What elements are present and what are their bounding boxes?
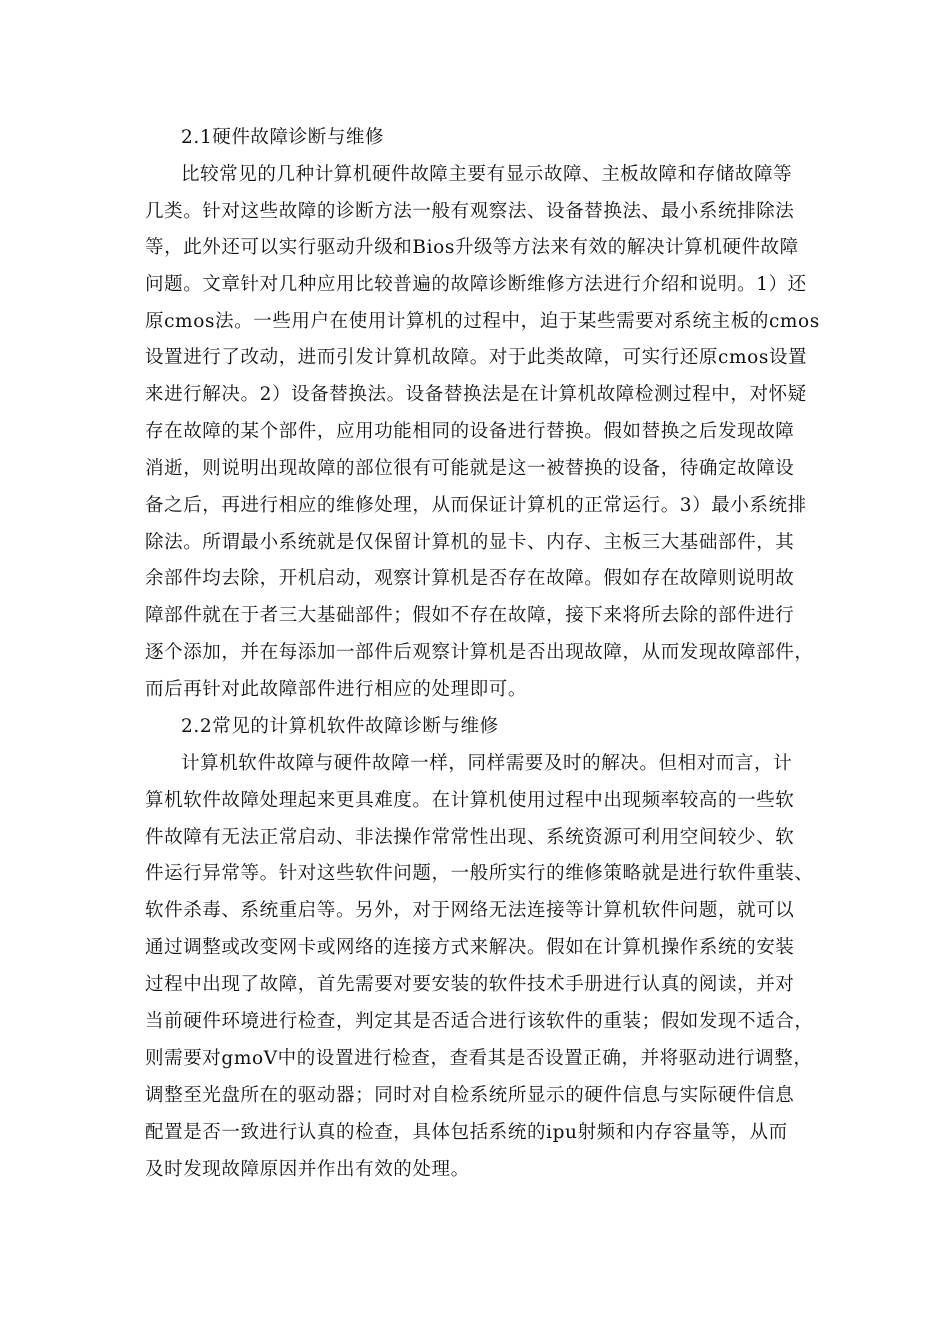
section-heading: 2.1硬件故障诊断与维修 bbox=[181, 127, 385, 148]
paragraph-line: 则需要对gmoV中的设置进行检查，查看其是否设置正确，并将驱动进行调整， bbox=[145, 1048, 813, 1069]
paragraph-line: 原cmos法。一些用户在使用计算机的过程中，迫于某些需要对系统主板的cmos bbox=[145, 311, 820, 332]
paragraph-line: 设置进行了改动，进而引发计算机故障。对于此类故障，可实行还原cmos设置 bbox=[145, 347, 808, 368]
paragraph-line: 除法。所谓最小系统就是仅保留计算机的显卡、内存、主板三大基础部件，其 bbox=[145, 532, 795, 553]
paragraph-line: 比较常见的几种计算机硬件故障主要有显示故障、主板故障和存储故障等 bbox=[181, 164, 793, 185]
paragraph-line: 来进行解决。2）设备替换法。设备替换法是在计算机故障检测过程中，对怀疑 bbox=[145, 384, 807, 405]
paragraph-line: 当前硬件环境进行检查，判定其是否适合进行该软件的重装；假如发现不适合， bbox=[145, 1011, 814, 1032]
paragraph-line: 算机软件故障处理起来更具难度。在计算机使用过程中出现频率较高的一些软 bbox=[145, 790, 795, 811]
paragraph-line: 逐个添加，并在每添加一部件后观察计算机是否出现故障，从而发现故障部件， bbox=[145, 642, 814, 663]
paragraph-line: 消逝，则说明出现故障的部位很有可能就是这一被替换的设备，待确定故障设 bbox=[145, 458, 795, 479]
paragraph-line: 件故障有无法正常启动、非法操作常常性出现、系统资源可利用空间较少、软 bbox=[145, 827, 795, 848]
paragraph-line: 存在故障的某个部件，应用功能相同的设备进行替换。假如替换之后发现故障 bbox=[145, 421, 795, 442]
paragraph-line: 及时发现故障原因并作出有效的处理。 bbox=[145, 1159, 470, 1180]
section-heading: 2.2常见的计算机软件故障诊断与维修 bbox=[181, 716, 499, 737]
paragraph-line: 等，此外还可以实行驱动升级和Bios升级等方法来有效的解决计算机硬件故障 bbox=[145, 237, 799, 258]
paragraph-line: 调整至光盘所在的驱动器；同时对自检系统所显示的硬件信息与实际硬件信息 bbox=[145, 1085, 795, 1106]
paragraph-line: 备之后，再进行相应的维修处理，从而保证计算机的正常运行。3）最小系统排 bbox=[145, 495, 807, 516]
paragraph-line: 配置是否一致进行认真的检查，具体包括系统的ipu射频和内存容量等，从而 bbox=[145, 1122, 788, 1143]
paragraph-line: 件运行异常等。针对这些软件问题，一般所实行的维修策略就是进行软件重装、 bbox=[145, 863, 814, 884]
paragraph-line: 过程中出现了故障，首先需要对要安装的软件技术手册进行认真的阅读，并对 bbox=[145, 974, 795, 995]
paragraph-line: 余部件均去除，开机启动，观察计算机是否存在故障。假如存在故障则说明故 bbox=[145, 568, 795, 589]
paragraph-line: 而后再针对此故障部件进行相应的处理即可。 bbox=[145, 679, 528, 700]
paragraph-line: 计算机软件故障与硬件故障一样，同样需要及时的解决。但相对而言，计 bbox=[181, 753, 793, 774]
paragraph-line: 软件杀毒、系统重启等。另外，对于网络无法连接等计算机软件问题，就可以 bbox=[145, 900, 795, 921]
paragraph-line: 几类。针对这些故障的诊断方法一般有观察法、设备替换法、最小系统排除法 bbox=[145, 201, 795, 222]
paragraph-line: 障部件就在于者三大基础部件；假如不存在故障，接下来将所去除的部件进行 bbox=[145, 605, 795, 626]
paragraph-line: 通过调整或改变网卡或网络的连接方式来解决。假如在计算机操作系统的安装 bbox=[145, 937, 795, 958]
paragraph-line: 问题。文章针对几种应用比较普遍的故障诊断维修方法进行介绍和说明。1）还 bbox=[145, 274, 807, 295]
